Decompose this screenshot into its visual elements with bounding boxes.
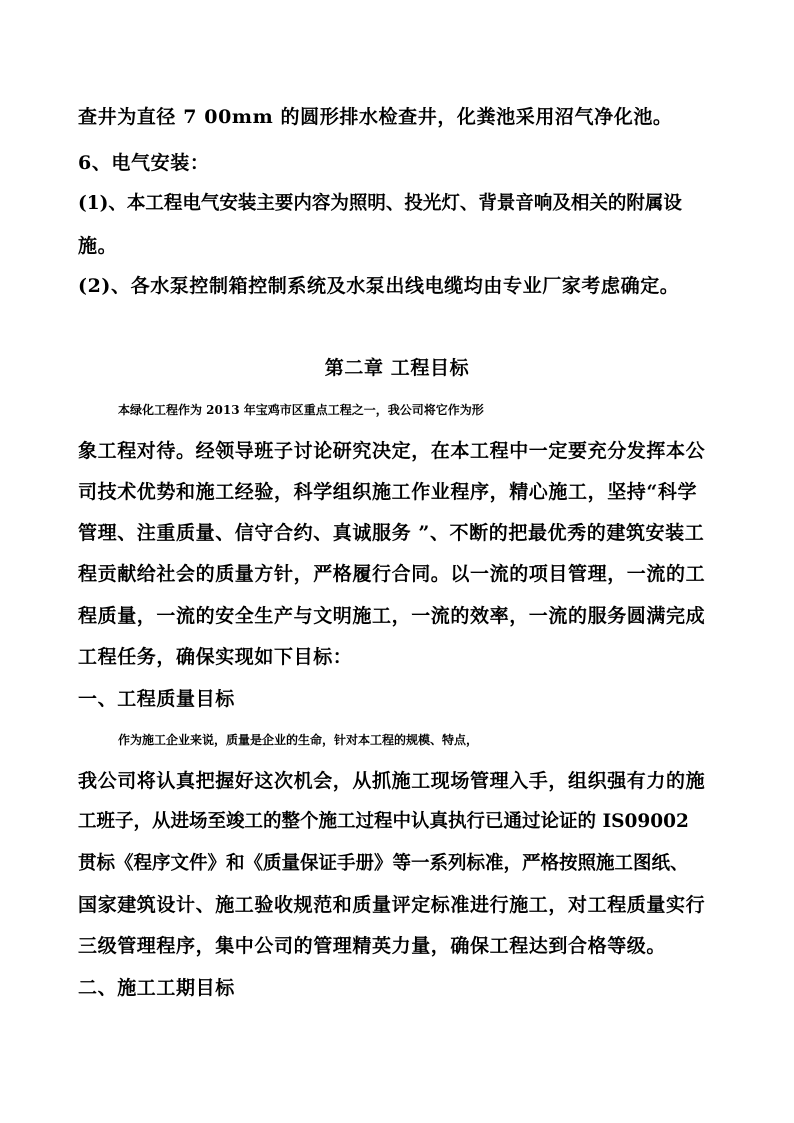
paragraph-2-line-5: 国家建筑设计、施工验收规范和质量评定标准进行施工，对工程质量实行 <box>78 894 706 916</box>
paragraph-1-line-3: 司技术优势和施工经验，科学组织施工作业程序，精心施工，坚持“科学 <box>78 481 698 503</box>
paragraph-1-line-7: 工程任务，确保实现如下目标： <box>78 646 353 668</box>
paragraph-2-line-3: 工班子，从进场至竣工的整个施工过程中认真执行已通过论证的 IS09002 <box>78 811 689 832</box>
paragraph-1-line-4: 管理、注重质量、信守合约、真诚服务 ”、不断的把最优秀的建筑安装工 <box>78 522 705 544</box>
paragraph-2-line-1: 作为施工企业来说，质量是企业的生命，针对本工程的规模、特点， <box>118 733 479 747</box>
text-line-5: (2)、各水泵控制箱控制系统及水泵出线电缆均由专业厂家考虑确定。 <box>78 275 680 297</box>
text-line-4: 施。 <box>78 235 118 257</box>
text-line-1: 查井为直径 7 00mm 的圆形排水检查井，化粪池采用沼气净化池。 <box>78 106 673 128</box>
section-heading-quality: 一、工程质量目标 <box>78 688 235 710</box>
paragraph-2-line-4: 贯标《程序文件》和《质量保证手册》等一系列标准，严格按照施工图纸、 <box>78 853 689 874</box>
paragraph-1-line-1: 本绿化工程作为 2013 年宝鸡市区重点工程之一，我公司将它作为形 <box>118 403 484 417</box>
section-heading-schedule: 二、施工工期目标 <box>78 977 235 999</box>
text-line-3: (1)、本工程电气安装主要内容为照明、投光灯、背景音响及相关的附属设 <box>78 193 682 214</box>
paragraph-1-line-2: 象工程对待。经领导班子讨论研究决定，在本工程中一定要充分发挥本公 <box>78 440 706 462</box>
chapter-title: 第二章 工程目标 <box>324 357 470 379</box>
paragraph-2-line-6: 三级管理程序，集中公司的管理精英力量，确保工程达到合格等级。 <box>78 935 667 957</box>
section-heading-electrical: 6、电气安装： <box>78 152 210 174</box>
paragraph-1-line-5: 程贡献给社会的质量方针，严格履行合同。以一流的项目管理，一流的工 <box>78 563 706 585</box>
paragraph-2-line-2: 我公司将认真把握好这次机会，从抓施工现场管理入手，组织强有力的施 <box>78 770 706 792</box>
paragraph-1-line-6: 程质量，一流的安全生产与文明施工，一流的效率，一流的服务圆满完成 <box>78 605 706 627</box>
